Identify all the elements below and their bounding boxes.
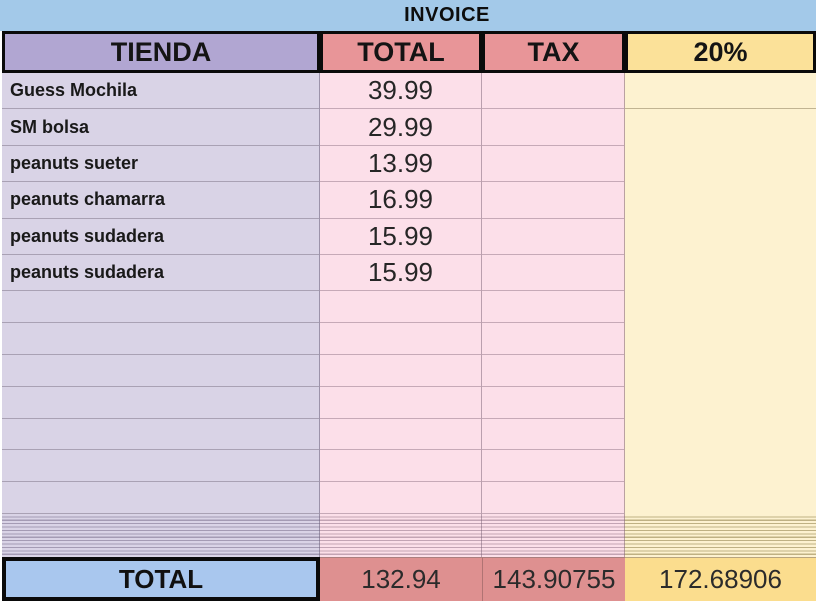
cell-tax[interactable] — [482, 291, 624, 323]
cell-20pct[interactable] — [625, 73, 816, 109]
cell-tienda[interactable] — [2, 450, 319, 482]
cell-tax[interactable] — [482, 182, 624, 218]
cell-tienda[interactable] — [2, 387, 319, 419]
cell-total[interactable] — [320, 419, 481, 451]
cell-tienda[interactable]: peanuts sudadera — [2, 255, 319, 291]
cell-tienda[interactable]: peanuts sueter — [2, 146, 319, 182]
cell-tax[interactable] — [482, 323, 624, 355]
collapsed-rows-20pct — [625, 514, 816, 557]
column-tax — [482, 73, 625, 514]
cell-total[interactable]: 13.99 — [320, 146, 481, 182]
cell-total[interactable] — [320, 482, 481, 514]
cell-tax[interactable] — [482, 109, 624, 145]
cell-tienda[interactable] — [2, 419, 319, 451]
column-header-20pct[interactable]: 20% — [625, 31, 816, 73]
collapsed-rows-total — [320, 514, 482, 557]
cell-total[interactable]: 16.99 — [320, 182, 481, 218]
cell-tax[interactable] — [482, 355, 624, 387]
totals-tax-cell[interactable]: 143.90755 — [482, 557, 625, 601]
cell-tax[interactable] — [482, 219, 624, 255]
table-header-row — [2, 31, 816, 73]
cell-tienda[interactable]: peanuts sudadera — [2, 219, 319, 255]
cell-tienda[interactable] — [2, 355, 319, 387]
column-20pct — [625, 73, 816, 514]
column-tienda — [2, 73, 320, 514]
collapsed-rows-tienda — [2, 514, 320, 557]
cell-total[interactable]: 15.99 — [320, 255, 481, 291]
cell-tienda[interactable] — [2, 482, 319, 514]
totals-row — [2, 557, 816, 601]
collapsed-rows-band — [2, 514, 816, 557]
column-header-tax[interactable]: TAX — [482, 31, 625, 73]
cell-tax[interactable] — [482, 73, 624, 109]
cell-tax[interactable] — [482, 450, 624, 482]
cell-tienda[interactable]: SM bolsa — [2, 109, 319, 145]
invoice-table — [2, 31, 816, 601]
cell-total[interactable]: 39.99 — [320, 73, 481, 109]
cell-20pct-merged[interactable] — [625, 109, 816, 514]
cell-tienda[interactable] — [2, 323, 319, 355]
cell-total[interactable]: 29.99 — [320, 109, 481, 145]
cell-total[interactable] — [320, 450, 481, 482]
cell-tax[interactable] — [482, 419, 624, 451]
cell-tienda[interactable] — [2, 291, 319, 323]
cell-tienda[interactable]: Guess Mochila — [2, 73, 319, 109]
title-band — [0, 0, 816, 31]
column-total — [320, 73, 482, 514]
cell-tax[interactable] — [482, 146, 624, 182]
cell-total[interactable] — [320, 355, 481, 387]
cell-tax[interactable] — [482, 387, 624, 419]
page-title: INVOICE — [404, 4, 490, 26]
cell-tax[interactable] — [482, 255, 624, 291]
cell-total[interactable] — [320, 323, 481, 355]
table-body — [2, 73, 816, 514]
cell-total[interactable] — [320, 291, 481, 323]
cell-tax[interactable] — [482, 482, 624, 514]
column-header-tienda[interactable]: TIENDA — [2, 31, 320, 73]
totals-total-cell[interactable]: 132.94 — [320, 557, 482, 601]
cell-total[interactable]: 15.99 — [320, 219, 481, 255]
totals-label-cell[interactable]: TOTAL — [2, 557, 320, 601]
column-header-total[interactable]: TOTAL — [320, 31, 482, 73]
collapsed-rows-tax — [482, 514, 625, 557]
cell-tienda[interactable]: peanuts chamarra — [2, 182, 319, 218]
totals-20pct-cell[interactable]: 172.68906 — [625, 557, 816, 601]
cell-total[interactable] — [320, 387, 481, 419]
